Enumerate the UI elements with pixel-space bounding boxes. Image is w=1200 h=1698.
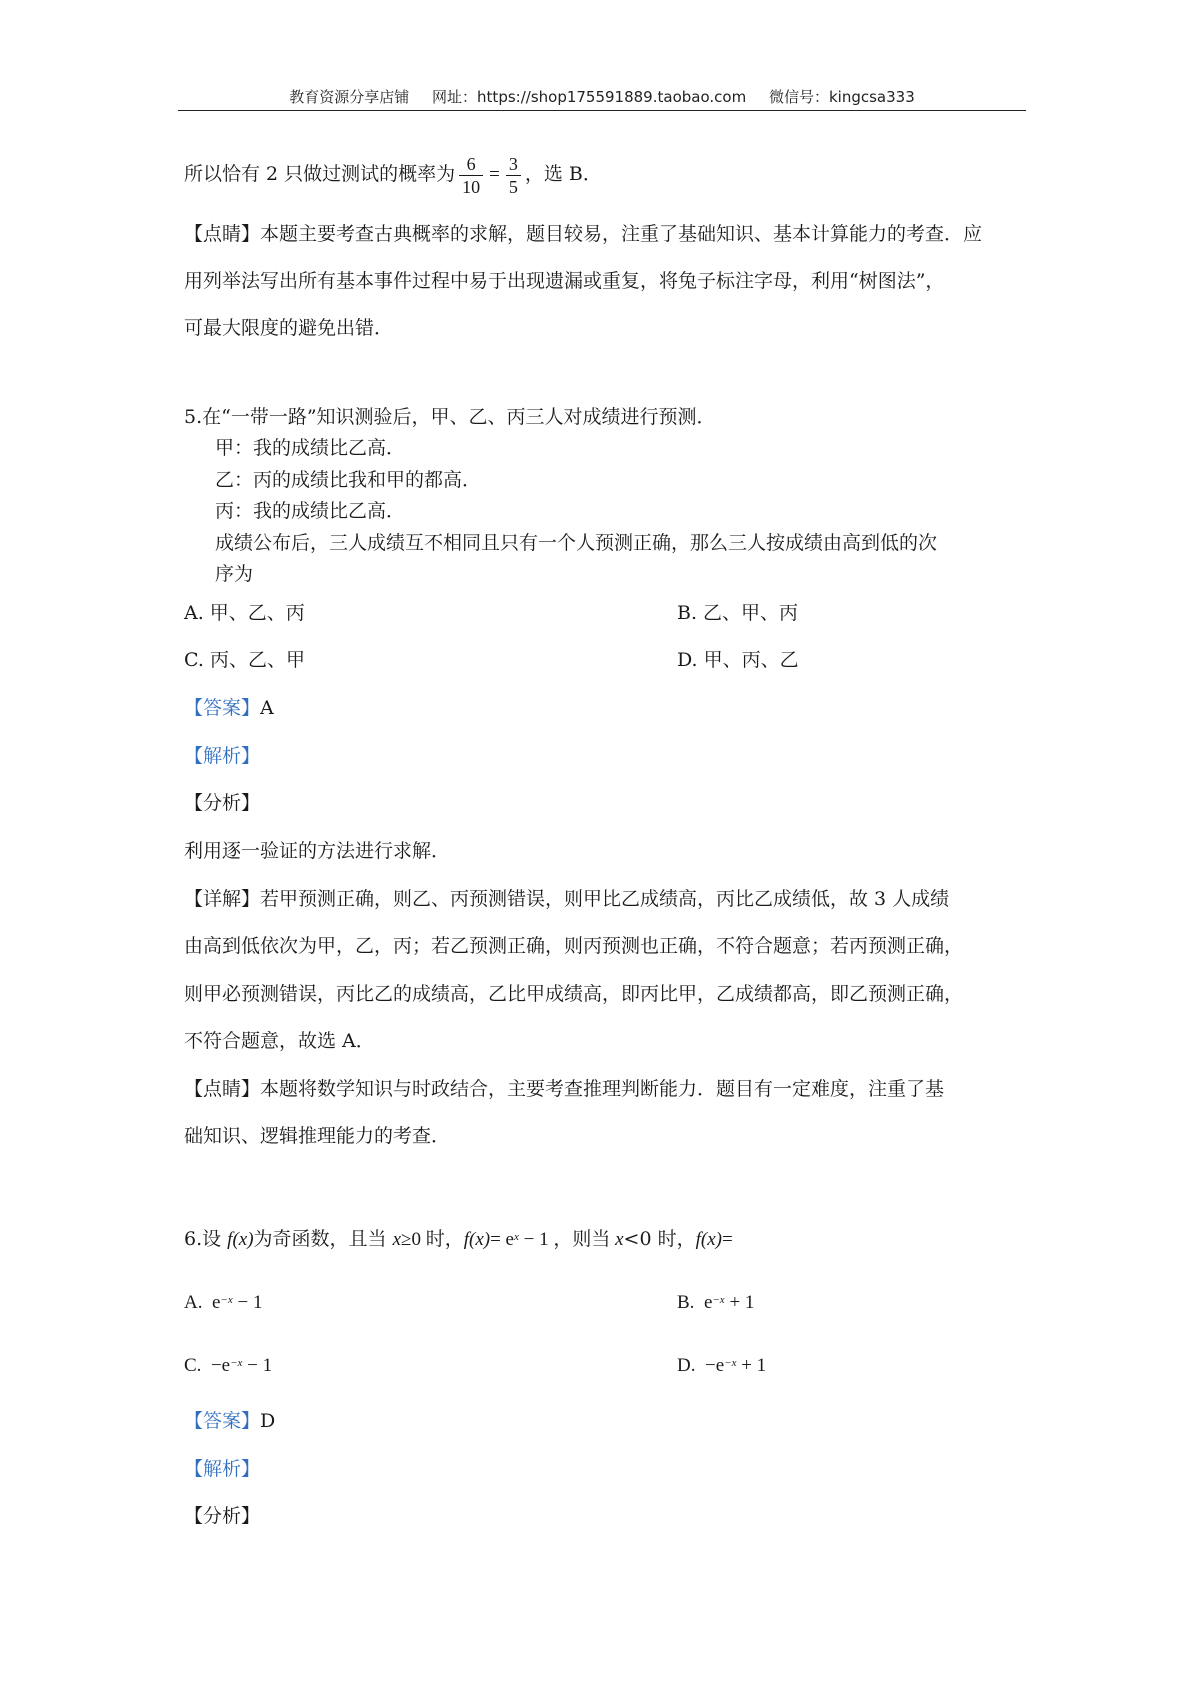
q5-detail-line: 【详解】若甲预测正确，则乙、丙预测错误，则甲比乙成绩高，丙比乙成绩低，故 3 人成绩 xyxy=(184,888,950,910)
q6-stem-text: 6.设 xyxy=(184,1228,228,1250)
q6-stem xyxy=(184,1226,1032,1255)
answer-tag: 【答案】 xyxy=(184,697,261,719)
q6-stem-text: ≥0 时， xyxy=(401,1229,464,1250)
q5-prediction-jia: 甲：我的成绩比乙高． xyxy=(215,437,406,459)
exponent: −x xyxy=(220,1294,233,1306)
math-x: x xyxy=(615,1229,624,1250)
math-fx: f(x) xyxy=(227,1229,254,1250)
exponent: −x xyxy=(724,1357,737,1369)
q5-fenxi-tag: 【分析】 xyxy=(184,792,261,814)
header-divider xyxy=(178,110,1026,111)
answer-value: A xyxy=(260,697,274,719)
q4-comment-line: 用列举法写出所有基本事件过程中易于出现遗漏或重复，将兔子标注字母，利用“树图法”， xyxy=(184,270,945,292)
q6-stem-text: = e xyxy=(490,1229,514,1250)
q5-analysis-tag: 【解析】 xyxy=(184,745,261,767)
q5-option-b: B. 乙、甲、丙 xyxy=(677,602,799,624)
option-tail: − 1 xyxy=(232,1292,263,1313)
option-tail: + 1 xyxy=(736,1355,767,1376)
fraction-numerator: 3 xyxy=(506,153,521,176)
option-base: −e xyxy=(704,1355,725,1376)
answer-value: D xyxy=(260,1410,276,1432)
q5-option-d: D. 甲、丙、乙 xyxy=(677,649,799,671)
q6-stem-text: <0 时， xyxy=(623,1228,696,1250)
option-label: D. xyxy=(677,1355,696,1376)
q5-prediction-yi: 乙：丙的成绩比我和甲的都高． xyxy=(215,469,482,491)
option-label: C. xyxy=(184,1355,202,1376)
option-base: −e xyxy=(210,1355,231,1376)
q5-detail-line: 不符合题意，故选 A． xyxy=(184,1030,375,1052)
q6-option-d xyxy=(677,1353,1037,1381)
q4-suffix: ，选 B． xyxy=(524,163,602,185)
q5-answer xyxy=(184,695,1032,721)
option-base: e xyxy=(703,1292,713,1313)
q5-result-line: 成绩公布后，三人成绩互不相同且只有一个人预测正确，那么三人按成绩由高到低的次 xyxy=(215,532,938,554)
fraction-3-5 xyxy=(506,153,521,198)
math-fx: f(x) xyxy=(463,1229,491,1250)
math-x: x xyxy=(392,1229,402,1250)
math-fx: f(x) xyxy=(695,1229,722,1250)
q4-comment-line: 可最大限度的避免出错． xyxy=(184,317,394,339)
q5-detail-line: 则甲必预测错误，丙比乙的成绩高，乙比甲成绩高，即丙比甲，乙成绩都高，即乙预测正确， xyxy=(184,983,964,1005)
exponent: −x xyxy=(712,1294,725,1306)
page-header xyxy=(178,86,1026,112)
header-url: 网址：https://shop175591889.taobao.com xyxy=(432,88,747,106)
q5-comment-line: 础知识、逻辑推理能力的考查． xyxy=(184,1125,451,1147)
q4-prefix: 所以恰有 2 只做过测试的概率为 xyxy=(184,163,456,185)
fraction-denominator: 10 xyxy=(462,176,481,197)
header-wechat: 微信号：kingcsa333 xyxy=(768,88,915,106)
option-tail: − 1 xyxy=(242,1355,273,1376)
q5-prediction-bing: 丙：我的成绩比乙高． xyxy=(215,500,406,522)
q6-option-b xyxy=(677,1290,1037,1318)
option-label: B. xyxy=(677,1292,695,1313)
q5-method: 利用逐一验证的方法进行求解． xyxy=(184,840,451,862)
q6-stem-text: = xyxy=(721,1229,733,1250)
equals-sign: = xyxy=(489,164,500,185)
exponent: x xyxy=(514,1231,519,1243)
fraction-denominator: 5 xyxy=(508,176,518,197)
q6-answer xyxy=(184,1408,1032,1434)
option-label: A. xyxy=(184,1292,203,1313)
option-base: e xyxy=(211,1292,221,1313)
q6-fenxi-tag: 【分析】 xyxy=(184,1505,261,1527)
answer-tag: 【答案】 xyxy=(184,1410,261,1432)
q6-analysis-tag: 【解析】 xyxy=(184,1458,261,1480)
q5-detail-line: 由高到低依次为甲，乙，丙；若乙预测正确，则丙预测也正确，不符合题意；若丙预测正确， xyxy=(184,935,964,957)
header-shop: 教育资源分享店铺 xyxy=(289,88,410,106)
q5-option-c: C. 丙、乙、甲 xyxy=(184,649,305,671)
q6-stem-text: 为奇函数，且当 xyxy=(253,1228,393,1250)
q5-comment-line: 【点睛】本题将数学知识与时政结合，主要考查推理判断能力．题目有一定难度，注重了基 xyxy=(184,1078,945,1100)
q5-result-line: 序为 xyxy=(215,563,254,585)
fraction-6-10 xyxy=(459,153,483,198)
q4-conclusion xyxy=(184,150,1032,199)
option-tail: + 1 xyxy=(724,1292,755,1313)
q5-option-a: A. 甲、乙、丙 xyxy=(184,602,305,624)
q4-comment-line: 【点睛】本题主要考查古典概率的求解，题目较易，注重了基础知识、基本计算能力的考查．应 xyxy=(184,223,983,245)
exponent: −x xyxy=(230,1357,243,1369)
q6-stem-text: − 1 ，则当 xyxy=(518,1229,616,1250)
q5-stem: 5.在“一带一路”知识测验后，甲、乙、丙三人对成绩进行预测． xyxy=(184,406,716,428)
fraction-numerator: 6 xyxy=(459,153,483,176)
